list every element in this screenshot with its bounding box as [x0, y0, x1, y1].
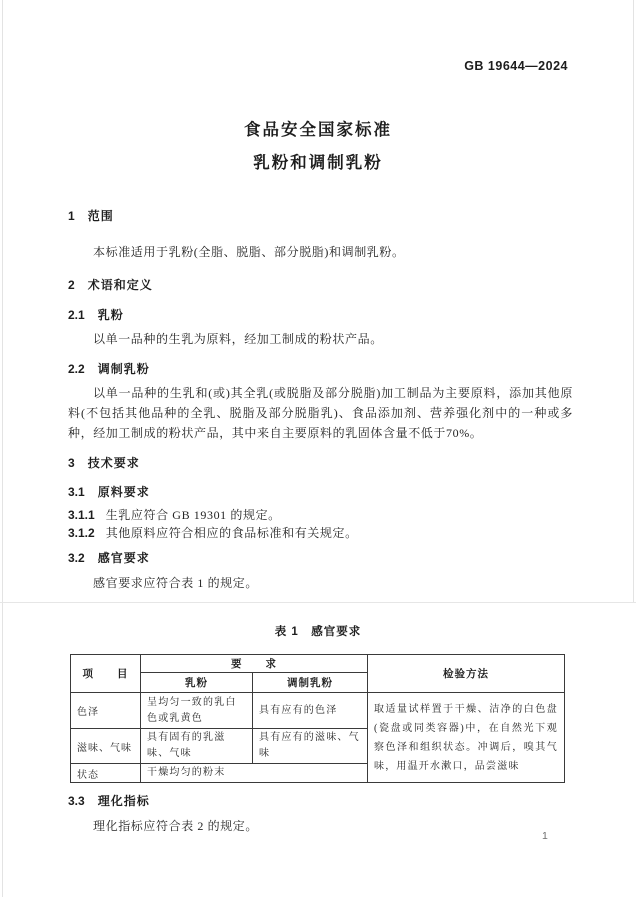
- heading-terms-title: 术语和定义: [87, 278, 153, 292]
- cell-inspection-method: 取适量试样置于干燥、洁净的白色盘(瓷盘或同类容器)中，在自然光下观察色泽和组织状态。冲调后，嗅其气味，用温开水漱口，品尝滋味: [368, 693, 565, 783]
- table-header-requirement: 要 求: [141, 655, 368, 673]
- para-physicochemical: 理化指标应符合表 2 的规定。: [93, 819, 259, 833]
- heading-milk-powder-title: 乳粉: [97, 308, 124, 322]
- heading-technical-title: 技术要求: [87, 456, 140, 470]
- cell-taste-milk: 具有固有的乳滋味、气味: [141, 729, 253, 764]
- heading-technical-number: 3: [68, 456, 75, 470]
- table-header-milk-powder: 乳粉: [141, 673, 253, 693]
- clause-3-1-1-number: 3.1.1: [68, 508, 95, 522]
- table-caption: 表 1 感官要求: [274, 626, 362, 638]
- cell-taste-modulated: 具有应有的滋味、气味: [253, 729, 368, 764]
- heading-sensory: [68, 549, 150, 566]
- heading-sensory-number: 3.2: [68, 551, 85, 565]
- cell-color-modulated: 具有应有的色泽: [253, 693, 368, 729]
- heading-raw-material-number: 3.1: [68, 485, 85, 499]
- heading-sensory-title: 感官要求: [97, 551, 150, 565]
- table-header-modulated: 调制乳粉: [253, 673, 368, 693]
- heading-raw-material: [68, 483, 150, 500]
- clause-3-1-2: [68, 524, 573, 541]
- sensory-requirements-table: [70, 654, 565, 783]
- page-seam-line: [0, 602, 636, 603]
- heading-modulated-number: 2.2: [68, 362, 85, 376]
- heading-modulated-milk-powder: [68, 360, 150, 377]
- heading-physicochemical-title: 理化指标: [97, 794, 150, 808]
- clause-3-1-2-text: 其他原料应符合相应的食品标准和有关规定。: [105, 526, 358, 540]
- heading-raw-material-title: 原料要求: [97, 485, 150, 499]
- para-modulated-definition: 以单一品种的生乳和(或)其全乳(或脱脂及部分脱脂)加工制品为主要原料，添加其他原料(不包括其他品种的全乳、脱脂及部分脱脂乳)、食品添加剂、营养强化剂中的一种或多种，经加工制成的粉状产品，其中来自主要原料的乳固体含量不低于70%。: [68, 386, 573, 440]
- table-row: [71, 693, 565, 729]
- cell-color-item: 色泽: [71, 693, 141, 729]
- clause-3-1-1: [68, 506, 573, 523]
- heading-scope: [68, 207, 114, 224]
- heading-physicochemical-number: 3.3: [68, 794, 85, 808]
- para-scope: 本标准适用于乳粉(全脂、脱脂、部分脱脂)和调制乳粉。: [93, 245, 405, 259]
- page-number: 1: [542, 830, 548, 842]
- table-header-method: 检验方法: [368, 655, 565, 693]
- heading-technical-requirements: [68, 454, 140, 471]
- doc-title-line1: 食品安全国家标准: [244, 121, 392, 139]
- cell-taste-item: 滋味、气味: [71, 729, 141, 764]
- clause-3-1-1-text: 生乳应符合 GB 19301 的规定。: [105, 508, 281, 522]
- heading-physicochemical: [68, 792, 150, 809]
- para-milk-powder-definition: 以单一品种的生乳为原料，经加工制成的粉状产品。: [93, 332, 383, 346]
- heading-modulated-title: 调制乳粉: [97, 362, 150, 376]
- cell-state-item: 状态: [71, 764, 141, 783]
- clause-3-1-2-number: 3.1.2: [68, 526, 95, 540]
- heading-scope-title: 范围: [87, 209, 114, 223]
- cell-color-milk: 呈均匀一致的乳白色或乳黄色: [141, 693, 253, 729]
- heading-terms-number: 2: [68, 278, 75, 292]
- doc-number: GB 19644—2024: [464, 59, 568, 73]
- cell-state-both: 干燥均匀的粉末: [141, 764, 368, 783]
- doc-title-line2: 乳粉和调制乳粉: [253, 154, 383, 172]
- table-header-item: 项 目: [71, 655, 141, 693]
- heading-scope-number: 1: [68, 209, 75, 223]
- page-right-border: [633, 0, 634, 602]
- heading-milk-powder-number: 2.1: [68, 308, 85, 322]
- heading-milk-powder: [68, 306, 124, 323]
- heading-terms: [68, 276, 153, 293]
- para-sensory: 感官要求应符合表 1 的规定。: [93, 576, 259, 590]
